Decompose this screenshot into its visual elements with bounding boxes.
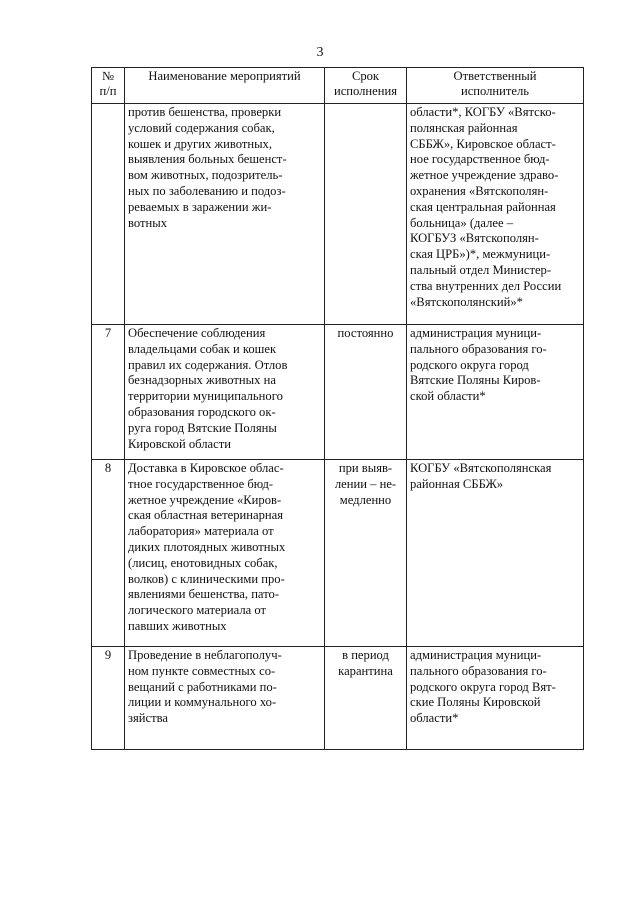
row-term — [325, 104, 407, 325]
row-number: 7 — [92, 325, 125, 460]
header-name: Наименование мероприятий — [125, 68, 325, 104]
row-term: при выяв- лении – не- медленно — [325, 460, 407, 647]
header-number: № п/п — [92, 68, 125, 104]
header-responsible: Ответственный исполнитель — [407, 68, 584, 104]
table-row — [92, 104, 584, 325]
row-term: постоянно — [325, 325, 407, 460]
table-header-row — [92, 68, 584, 104]
row-measure: Доставка в Кировское облас- тное государственное бюд- жетное учреждение «Киров- ская областная ветеринарная лаборатория» материала от диких плотоядных животных (лисиц, енотовидных собак, волков) с клиническими про- явлениями бешенства, пато- логического материала от павших животных — [125, 460, 325, 647]
page-number: 3 — [316, 45, 324, 60]
row-responsible: администрация муници- пального образования го- родского округа город Вятские Поляны Киров- ской области* — [407, 325, 584, 460]
row-number: 9 — [92, 647, 125, 750]
row-measure: Обеспечение соблюдения владельцами собак и кошек правил их содержания. Отлов безнадзорных животных на территории муниципального образования городского ок- руга город Вятские Поляны Кировской области — [125, 325, 325, 460]
measures-table — [91, 67, 584, 750]
table-row — [92, 647, 584, 750]
table-row — [92, 325, 584, 460]
row-responsible: администрация муници- пального образования го- родского округа город Вят- ские Поляны Кировской области* — [407, 647, 584, 750]
row-term: в период карантина — [325, 647, 407, 750]
header-term: Срок исполнения — [325, 68, 407, 104]
row-number — [92, 104, 125, 325]
row-responsible: КОГБУ «Вятскополянская районная СББЖ» — [407, 460, 584, 647]
row-responsible: области*, КОГБУ «Вятско- полянская районная СББЖ», Кировское област- ное государственное бюд- жетное учреждение здраво- охранения «Вятскополян- ская центральная районная больница» (далее – КОГБУЗ «Вятскополян- ская ЦРБ»)*, межмуници- пальный отдел Министер- ства внутренних дел России «Вятскополянский»* — [407, 104, 584, 325]
row-number: 8 — [92, 460, 125, 647]
row-measure: Проведение в неблагополуч- ном пункте совместных со- вещаний с работниками по- лиции и коммунального хо- зяйства — [125, 647, 325, 750]
row-measure: против бешенства, проверки условий содержания собак, кошек и других животных, выявления больных бешенст- вом животных, подозритель- ных по заболеванию и подоз- реваемых в заражении жи- вотных — [125, 104, 325, 325]
table-row — [92, 460, 584, 647]
